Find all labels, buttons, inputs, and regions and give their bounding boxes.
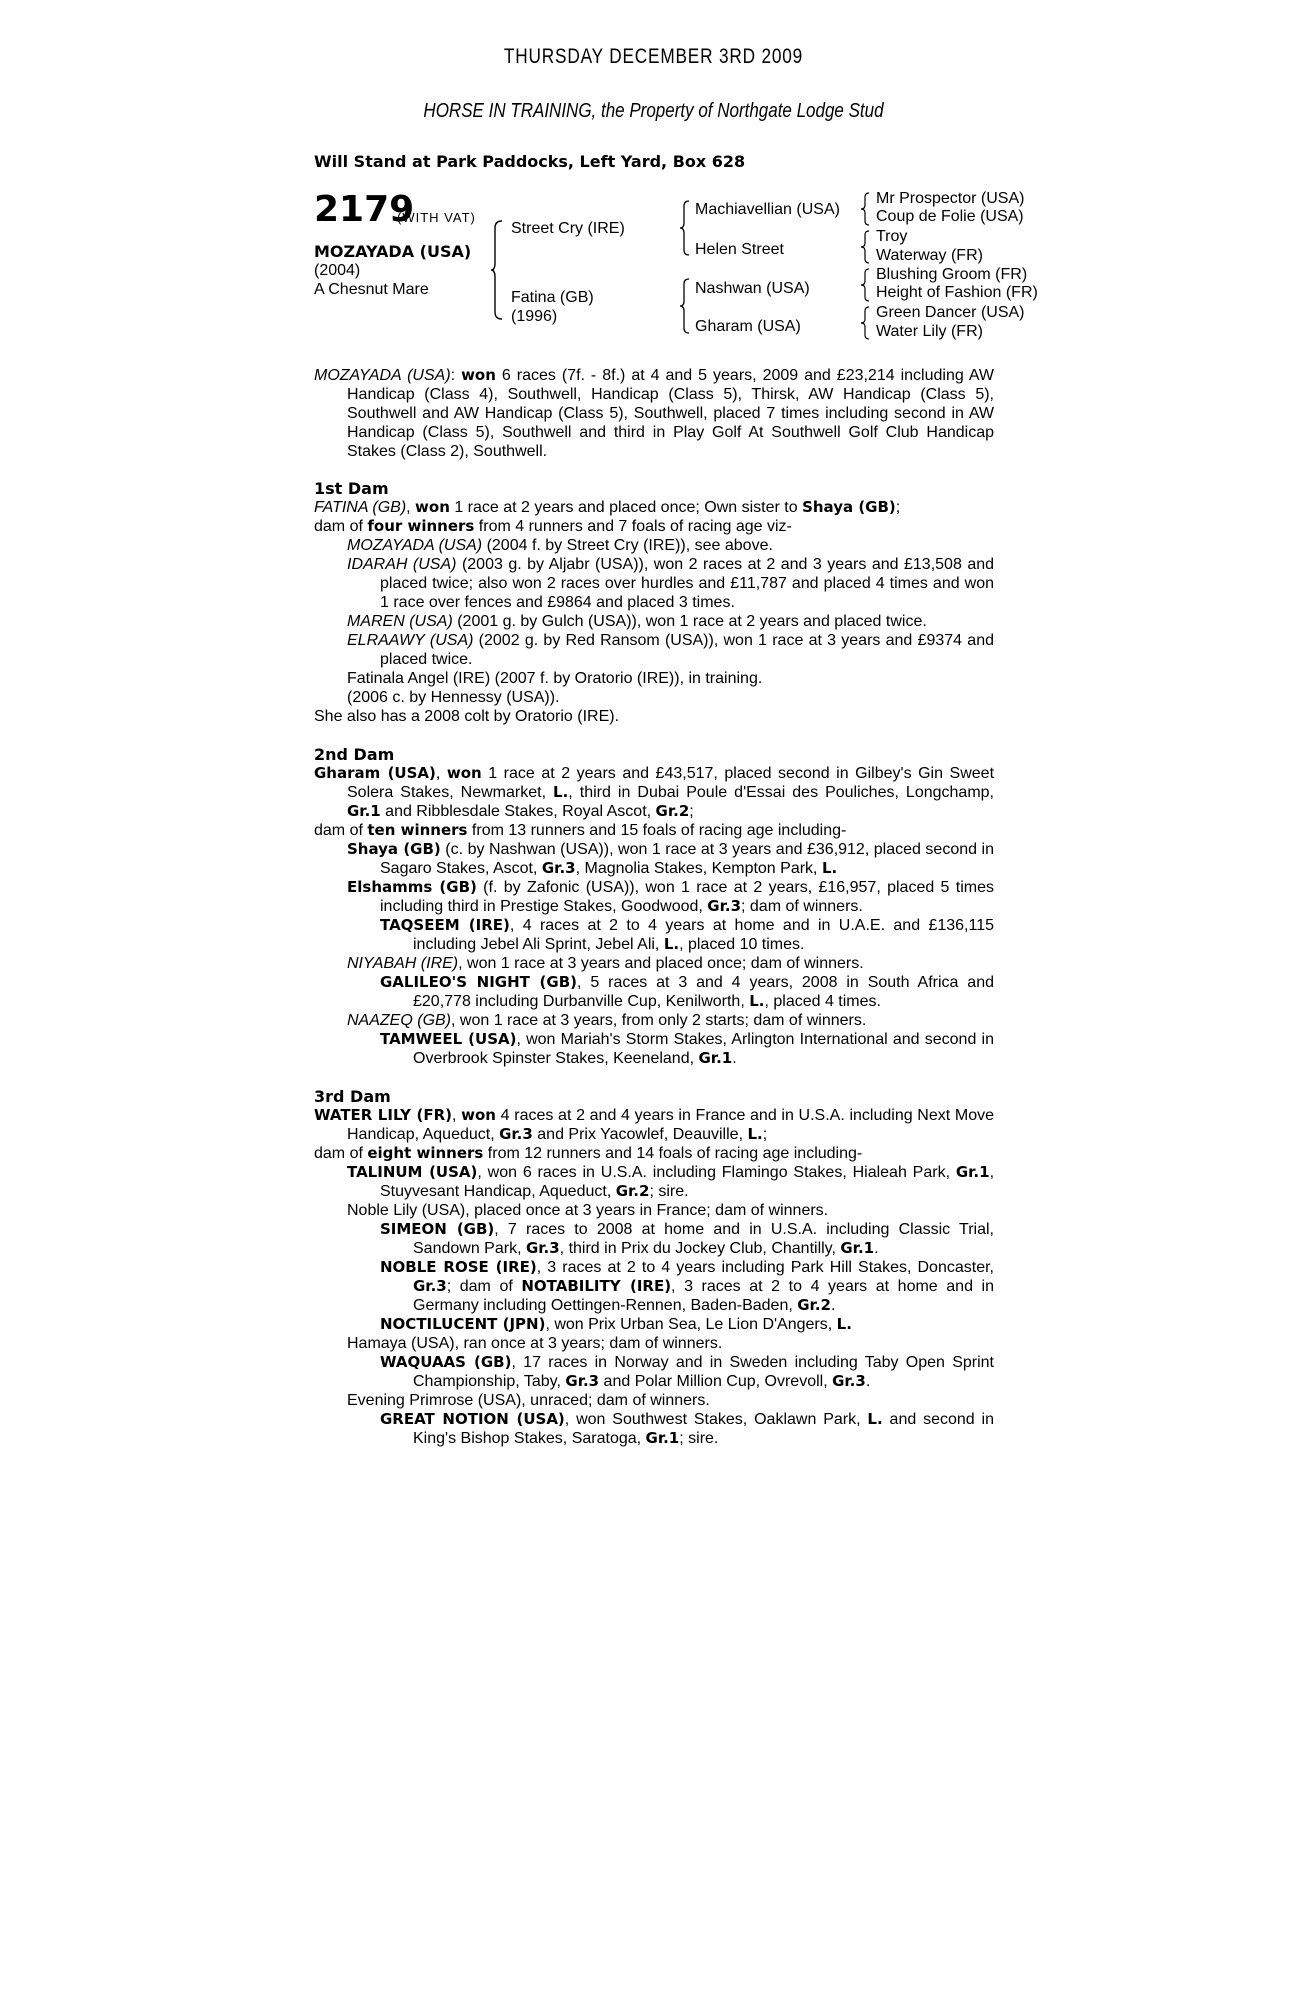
group-2-mark: Gr.2 [615,1182,650,1200]
summary-horse-name: MOZAYADA (USA) [314,367,451,384]
summary-text: 6 races (7f. - 8f.) at 4 and 5 years, 2009 and £23,214 including AW Handicap (Class 4), Southwell, Handicap (Class 5), Thirsk, AW Handicap (Class 5), Southwell and AW Handicap (Class 5), Southwell, placed 7 times including second in AW Handicap (Class 5), Southwell and third in Play Golf At Southwell Golf Club Handicap Stakes (Class 2), Southwell. [347,367,995,460]
second-dam-damof: dam of [314,822,368,839]
produce-name: TAQSEEM (IRE) [380,916,510,934]
gp2-brace-icon [860,230,870,264]
produce-name: NOCTILUCENT (JPN) [380,1315,546,1333]
summary-won: won [461,366,496,384]
produce-name: ELRAAWY (USA) [347,632,474,649]
group-1-mark: Gr.1 [347,802,381,820]
produce-shaya [347,840,994,878]
produce-text: and Polar Million Cup, Ovrevoll, [599,1373,833,1390]
gp4-brace-icon [860,306,870,340]
produce-talinum [347,1163,994,1201]
produce-text: , won Prix Urban Sea, Le Lion D'Angers, [545,1316,837,1333]
produce-text: , won Mariah's Storm Stakes, Arlington International and second in Overbrook Spinster Stakes, Keeneland, [413,1031,994,1067]
dam-dam: Gharam (USA) [695,318,801,335]
great-grandsire-2: Troy [876,228,908,245]
first-dam-runners: from 4 runners and 7 foals of racing age viz- [474,518,792,535]
produce-text: , 3 races at 2 to 4 years including Park Hill Stakes, Doncaster, [536,1259,994,1276]
sale-date: THURSDAY DECEMBER 3RD 2009 [503,45,804,68]
produce-name: GREAT NOTION (USA) [380,1410,565,1428]
second-dam-record: Gharam (USA), won 1 race at 2 years and £43,517, placed second in Gilbey's Gin Sweet Solera Stakes, Newmarket, L., third in Dubai Poule d'Essai des Pouliches, Longchamp, Gr.1 and Ribblesdale Stakes, Royal Ascot, Gr.2; [314,764,995,820]
third-dam-runners: from 12 runners and 14 foals of racing age including- [483,1145,863,1162]
pedigree-block [314,190,1074,350]
produce-niyabah [347,954,994,973]
third-dam-record: WATER LILY (FR), won 4 races at 2 and 4 years in France and in U.S.A. including Next Move Handicap, Aqueduct, Gr.3 and Prix Yacowlef, Deauville, L.; [314,1106,995,1143]
produce-name: NAAZEQ (GB) [347,1012,452,1029]
produce-text: , won 6 races in U.S.A. including Flamingo Stakes, Hialeah Park, [477,1164,956,1181]
produce-name: GALILEO'S NIGHT (GB) [380,973,578,991]
group-2-mark: Gr.2 [655,802,690,820]
produce-text: (2001 g. by Gulch (USA)), won 1 race at 2 years and placed twice. [452,613,927,630]
produce-text: , won 1 race at 3 years, from only 2 starts; dam of winners. [451,1012,867,1029]
horse-year: (2004) [314,262,361,279]
produce-name: TALINUM (USA) [347,1163,478,1181]
group-1-mark: Gr.1 [698,1049,733,1067]
produce-text: , 5 races at 3 and 4 years, 2008 in South Africa and £20,778 including Durbanville Cup, Kenilworth, [413,974,994,1010]
group-3-mark: Gr.3 [499,1125,533,1143]
third-dam-text-3: ; [762,1126,768,1143]
produce-fatinala: Fatinala Angel (IRE) (2007 f. by Oratorio (IRE)), in training. [347,670,763,687]
produce-great-notion [380,1410,994,1448]
box-location: Will Stand at Park Paddocks, Left Yard, Box 628 [314,152,746,171]
first-dam-sister: Shaya (GB) [802,498,896,516]
group-1-mark: Gr.1 [840,1239,875,1257]
group-3-mark: Gr.3 [541,859,576,877]
second-dam-heading: 2nd Dam [314,745,395,764]
produce-text: ; sire. [649,1183,689,1200]
produce-noctilucent [380,1315,994,1334]
second-dam-winners: ten winners [367,821,468,839]
third-dam-heading: 3rd Dam [314,1087,391,1106]
produce-text: . [865,1373,871,1390]
first-dam-winners: four winners [367,517,475,535]
produce-noble-rose [380,1258,994,1315]
produce-name: NIYABAH (IRE) [347,955,459,972]
first-dam-text: 1 race at 2 years and placed once; Own sister to [449,499,803,516]
sire-dam: Helen Street [695,241,784,258]
group-3-mark: Gr.3 [565,1372,600,1390]
produce-text: . [830,1297,836,1314]
sire: Street Cry (IRE) [511,220,625,237]
gp3-brace-icon [860,268,870,302]
produce-idarah [347,555,994,612]
main-brace-icon [490,220,504,320]
group-1-mark: Gr.1 [645,1429,680,1447]
produce-evening-primrose: Evening Primrose (USA), unraced; dam of winners. [347,1392,710,1409]
produce-text: , 4 races at 2 to 4 years at home and in U.A.E. and £136,115 including Jebel Ali Sprint, Jebel Ali, [413,917,994,953]
group-3-mark: Gr.3 [832,1372,866,1390]
first-dam-damof: dam of [314,518,368,535]
dam: Fatina (GB) [511,289,594,306]
produce-elraawy [347,631,994,669]
produce-text: (2004 f. by Street Cry (IRE)), see above. [482,537,773,554]
second-dam-text-4: ; [689,803,694,820]
produce-mozayada [347,536,994,555]
group-3-mark: Gr.3 [707,897,742,915]
lot-vat: (WITH VAT) [397,210,476,225]
produce-text: , 3 races at 2 to 4 years at home and in Germany including Oettingen-Rennen, Baden-Baden, [413,1278,994,1314]
produce-name: NOTABILITY (IRE) [521,1277,672,1295]
group-1-mark: Gr.1 [955,1163,990,1181]
produce-2008-colt: She also has a 2008 colt by Oratorio (IRE). [314,708,620,725]
listed-mark: L. [867,1410,883,1428]
great-granddam-4: Water Lily (FR) [876,323,983,340]
horse-name: MOZAYADA (USA) [314,242,472,261]
produce-name: IDARAH (USA) [347,556,457,573]
produce-simeon [380,1220,994,1258]
produce-text: . [732,1050,737,1067]
produce-naazeq [347,1011,994,1030]
produce-text: , third in Prix du Jockey Club, Chantilly, [559,1240,841,1257]
dam-brace-icon [679,278,691,334]
produce-name: MAREN (USA) [347,613,453,630]
third-dam-text-2: and Prix Yacowlef, Deauville, [532,1126,748,1143]
second-dam-text-2: , third in Dubai Poule d'Essai des Pouliches, Longchamp, [568,784,994,801]
listed-mark: L. [553,783,569,801]
produce-taqseem [380,916,994,954]
produce-text: . [874,1240,879,1257]
lot-number: 2179 [314,189,415,230]
produce-noble-lily: Noble Lily (USA), placed once at 3 years in France; dam of winners. [347,1202,829,1219]
second-dam-name: Gharam (USA) [314,764,436,782]
sire-brace-icon [679,200,691,256]
listed-mark: L. [747,1125,763,1143]
third-dam-won: won [461,1106,496,1124]
produce-name: MOZAYADA (USA) [347,537,483,554]
produce-text: , placed 10 times. [679,936,805,953]
second-dam-produce-intro [314,821,994,840]
listed-mark: L. [836,1315,852,1333]
produce-text: , 17 races in Norway and in Sweden including Taby Open Sprint Championship, Taby, [413,1354,994,1390]
gp1-brace-icon [860,192,870,226]
produce-text: (c. by Nashwan (USA)), won 1 race at 3 years and £36,912, placed second in Sagaro Stakes, Ascot, [380,841,994,877]
great-grandsire-3: Blushing Groom (FR) [876,266,1028,283]
dam-year: (1996) [511,308,558,325]
produce-text: (f. by Zafonic (USA)), won 1 race at 2 years, £16,957, placed 5 times including third in Prestige Stakes, Goodwood, [380,879,994,915]
produce-name: NOBLE ROSE (IRE) [380,1258,537,1276]
second-dam-text-3: and Ribblesdale Stakes, Royal Ascot, [380,803,656,820]
listed-mark: L. [821,859,838,877]
produce-text: , placed 4 times. [764,993,881,1010]
sire-sire: Machiavellian (USA) [695,201,840,218]
produce-hamaya: Hamaya (USA), ran once at 3 years; dam of winners. [347,1335,723,1352]
produce-elshamms [347,878,994,916]
produce-text: , Stuyvesant Handicap, Aqueduct, [380,1164,995,1200]
third-dam-name: WATER LILY (FR) [314,1106,452,1124]
great-grandsire-4: Green Dancer (USA) [876,304,1025,321]
produce-text: , won 1 race at 3 years and placed once; dam of winners. [458,955,864,972]
third-dam-produce-intro [314,1144,994,1163]
second-dam-won: won [446,764,482,782]
sale-subtitle: HORSE IN TRAINING, the Property of Northgate Lodge Stud [423,100,884,122]
produce-name: TAMWEEL (USA) [380,1030,517,1048]
listed-mark: L. [749,992,765,1010]
listed-mark: L. [663,935,680,953]
second-dam-runners: from 13 runners and 15 foals of racing age including- [467,822,847,839]
third-dam-winners: eight winners [367,1144,484,1162]
third-dam-damof: dam of [314,1145,368,1162]
great-granddam-1: Coup de Folie (USA) [876,208,1024,225]
produce-name: Shaya (GB) [347,840,441,858]
group-3-mark: Gr.3 [525,1239,560,1257]
produce-waquaas [380,1353,994,1391]
produce-2006-colt: (2006 c. by Hennessy (USA)). [347,689,560,706]
produce-name: Elshamms (GB) [347,878,477,896]
produce-text: , 7 races to 2008 at home and in U.S.A. including Classic Trial, Sandown Park, [413,1221,994,1257]
first-dam-produce-intro [314,517,994,536]
produce-tamweel [380,1030,994,1068]
produce-text: ; dam of [446,1278,522,1295]
produce-text: ; sire. [679,1430,719,1447]
race-summary: MOZAYADA (USA): won 6 races (7f. - 8f.) at 4 and 5 years, 2009 and £23,214 including AW Handicap (Class 4), Southwell, Handicap (Class 5), Thirsk, AW Handicap (Class 5), Southwell and AW Handicap (Class 5), Southwell, placed 7 times including second in AW Handicap (Class 5), Southwell and third in Play Golf At Southwell Golf Club Handicap Stakes (Class 2), Southwell. [314,366,995,460]
dam-sire: Nashwan (USA) [695,280,810,297]
second-dam-text: 1 race at 2 years and £43,517, placed second in Gilbey's Gin Sweet Solera Stakes, Newmarket, [347,765,995,801]
produce-name: SIMEON (GB) [380,1220,495,1238]
first-dam-record: FATINA (GB), won 1 race at 2 years and placed once; Own sister to Shaya (GB); [314,498,901,516]
produce-text: , won Southwest Stakes, Oaklawn Park, [564,1411,868,1428]
great-granddam-2: Waterway (FR) [876,247,983,264]
great-granddam-3: Height of Fashion (FR) [876,284,1038,301]
group-3-mark: Gr.3 [413,1277,447,1295]
first-dam-won: won [415,498,450,516]
great-grandsire-1: Mr Prospector (USA) [876,190,1025,207]
first-dam-text-2: ; [895,499,901,516]
produce-galileos-night [380,973,994,1011]
produce-text: and second in King's Bishop Stakes, Saratoga, [413,1411,995,1447]
first-dam-name: FATINA (GB) [314,499,407,516]
produce-text: (2002 g. by Red Ransom (USA)), won 1 race at 3 years and £9374 and placed twice. [380,632,994,668]
first-dam-heading: 1st Dam [314,479,389,498]
third-dam-text: 4 races at 2 and 4 years in France and in U.S.A. including Next Move Handicap, Aqueduct, [347,1107,995,1143]
produce-text: , Magnolia Stakes, Kempton Park, [575,860,822,877]
horse-description: A Chesnut Mare [314,281,429,298]
produce-text: ; dam of winners. [741,898,863,915]
produce-text: (2003 g. by Aljabr (USA)), won 2 races at 2 and 3 years and £13,508 and placed twice; also won 2 races over hurdles and £11,787 and placed 4 times and won 1 race over fences and £9864 and placed 3 times. [380,556,995,611]
produce-name: WAQUAAS (GB) [380,1353,512,1371]
produce-maren [347,612,994,631]
group-2-mark: Gr.2 [797,1296,831,1314]
